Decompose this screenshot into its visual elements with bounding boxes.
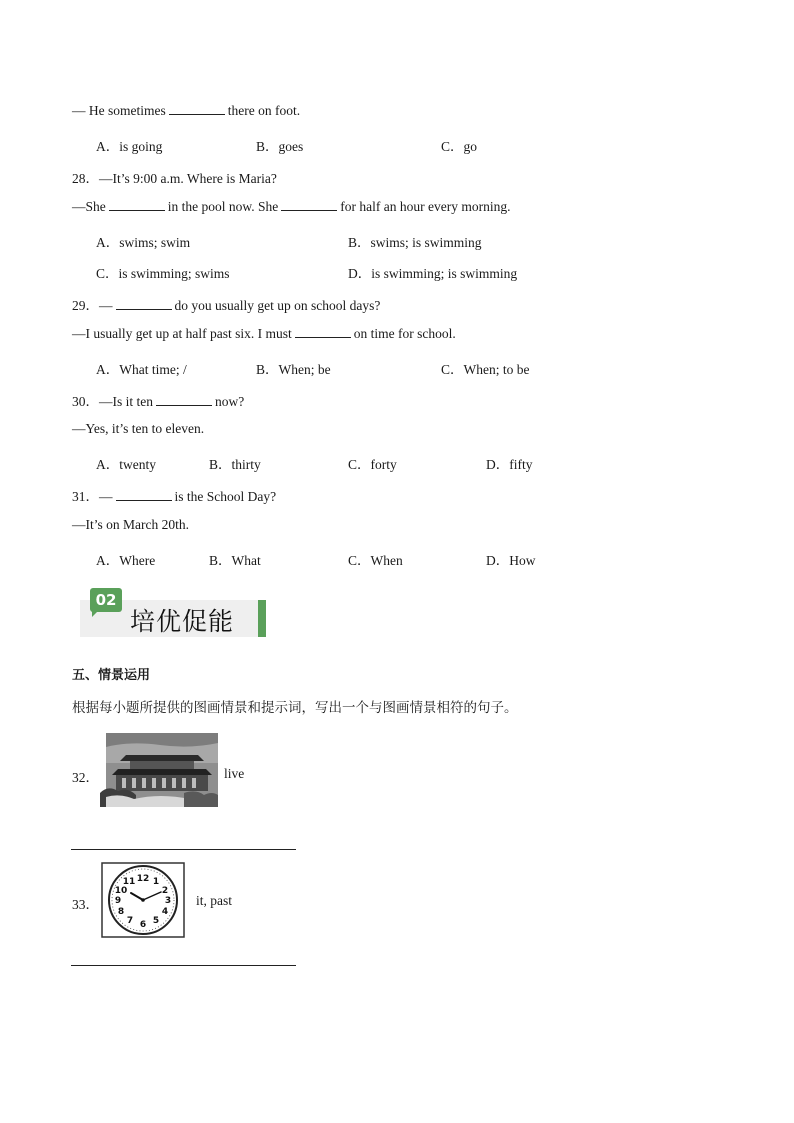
q32-answer-line[interactable] xyxy=(71,848,296,850)
q33-answer-line[interactable] xyxy=(71,964,296,966)
q28-option-b[interactable]: B．swims; is swimming xyxy=(348,235,482,250)
q30-line1: 30．—Is it ten now? xyxy=(72,394,245,409)
q32-number: 32． xyxy=(72,770,99,785)
answer-blank xyxy=(109,209,165,211)
q27-option-a[interactable]: A．is going xyxy=(96,139,163,154)
section5-instruction: 根据每小题所提供的图画情景和提示词，写出一个与图画情景相符的句子。 xyxy=(72,700,518,716)
banner-accent-bar xyxy=(258,600,266,637)
clock-numeral: 1 xyxy=(152,877,160,887)
section-banner xyxy=(80,586,266,637)
clock-numeral: 6 xyxy=(139,920,147,930)
q28-line2: —She in the pool now. She for half an hour every morning. xyxy=(72,199,511,214)
q29-option-a[interactable]: A．What time; / xyxy=(96,362,187,377)
answer-blank xyxy=(116,308,172,310)
q28-option-a[interactable]: A．swims; swim xyxy=(96,235,191,250)
q32-hint: live xyxy=(224,766,245,781)
q27-line2: — He sometimes there on foot. xyxy=(72,103,301,118)
clock-numeral: 9 xyxy=(114,896,122,906)
q27-option-c[interactable]: C．go xyxy=(441,139,478,154)
clock-numeral: 4 xyxy=(161,907,169,917)
q31-line1: 31．— is the School Day? xyxy=(72,489,277,504)
q31-option-a[interactable]: A．Where xyxy=(96,553,156,568)
q30-line2: —Yes, it’s ten to eleven. xyxy=(72,421,205,436)
clock-numeral: 3 xyxy=(164,896,172,906)
section-title: 培优促能 xyxy=(130,607,235,636)
clock-numeral: 7 xyxy=(126,916,134,926)
answer-blank xyxy=(295,336,351,338)
q30-option-b[interactable]: B．thirty xyxy=(209,457,261,472)
q30-option-c[interactable]: C．forty xyxy=(348,457,397,472)
q29-line1: 29．— do you usually get up on school days? xyxy=(72,298,381,313)
q28-line1: 28．—It’s 9:00 a.m. Where is Maria? xyxy=(72,171,277,186)
q31-option-d[interactable]: D．How xyxy=(486,553,536,568)
section5-heading: 五、情景运用 xyxy=(72,668,151,683)
clock-numeral: 8 xyxy=(117,907,125,917)
q31-option-b[interactable]: B．What xyxy=(209,553,261,568)
clock-picture xyxy=(100,861,186,939)
q28-option-c[interactable]: C．is swimming; swims xyxy=(96,266,230,281)
q28-option-d[interactable]: D．is swimming; is swimming xyxy=(348,266,518,281)
q30-option-d[interactable]: D．fifty xyxy=(486,457,533,472)
clock-numeral: 5 xyxy=(152,916,160,926)
q29-option-c[interactable]: C．When; to be xyxy=(441,362,530,377)
tiananmen-picture xyxy=(100,733,220,807)
q33-number: 33． xyxy=(72,897,99,912)
answer-blank xyxy=(169,113,225,115)
clock-numeral: 2 xyxy=(161,886,169,896)
clock-numeral: 12 xyxy=(136,874,150,884)
q29-option-b[interactable]: B．When; be xyxy=(256,362,331,377)
answer-blank xyxy=(281,209,337,211)
q31-line2: —It’s on March 20th. xyxy=(72,517,189,532)
q29-line2: —I usually get up at half past six. I must on time for school. xyxy=(72,326,456,341)
answer-blank xyxy=(116,499,172,501)
q33-hint: it, past xyxy=(196,893,232,908)
clock-numeral: 10 xyxy=(114,886,128,896)
section-number-badge: 02 xyxy=(90,588,122,612)
q31-option-c[interactable]: C．When xyxy=(348,553,403,568)
q30-option-a[interactable]: A．twenty xyxy=(96,457,156,472)
q27-option-b[interactable]: B．goes xyxy=(256,139,304,154)
answer-blank xyxy=(156,404,212,406)
clock-numeral: 11 xyxy=(122,877,136,887)
